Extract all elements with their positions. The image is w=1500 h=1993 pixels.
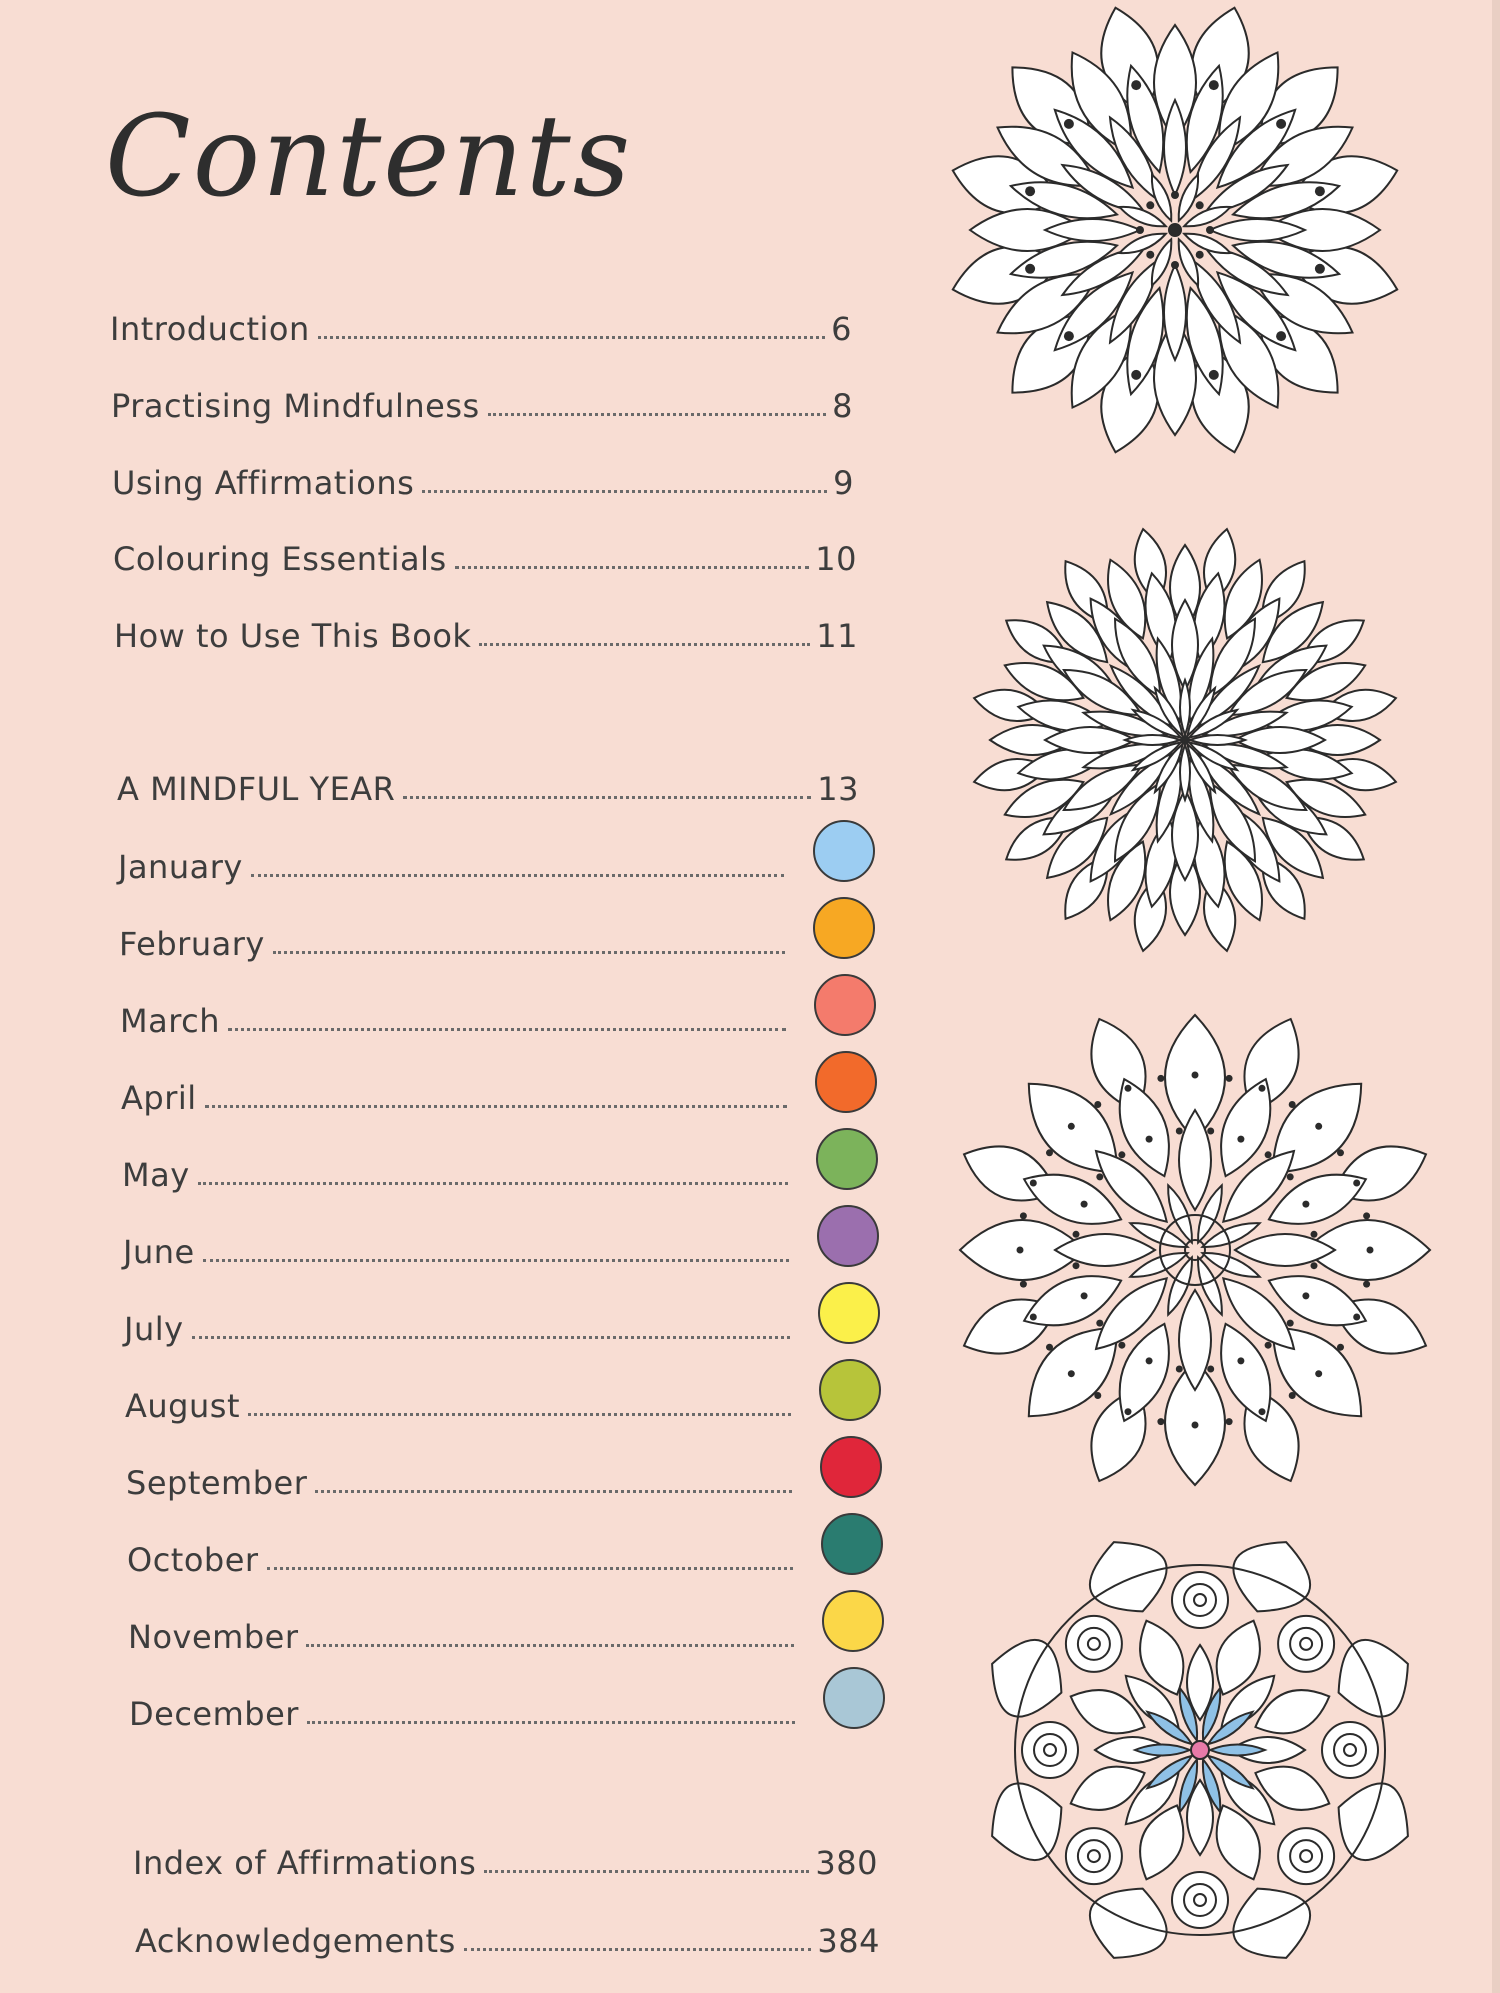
toc-page-number: 6: [831, 310, 852, 348]
toc-label: Colouring Essentials: [113, 540, 447, 578]
dot-leader: [248, 1412, 791, 1416]
page-edge: [1492, 0, 1500, 1993]
toc-entry-month[interactable]: [125, 1375, 797, 1425]
dot-leader: [198, 1181, 788, 1185]
dot-leader: [488, 412, 826, 416]
month-label: November: [128, 1618, 299, 1656]
month-color-swatch: [815, 1051, 877, 1113]
month-label: May: [122, 1156, 190, 1194]
dot-leader: [307, 1720, 795, 1724]
mandala-illustration-2: [965, 520, 1405, 960]
month-color-swatch: [819, 1359, 881, 1421]
toc-entry[interactable]: [114, 605, 858, 655]
toc-entry-month[interactable]: [129, 1683, 801, 1733]
dot-leader: [228, 1027, 786, 1031]
month-color-swatch: [816, 1128, 878, 1190]
month-label: February: [119, 925, 265, 963]
month-color-swatch: [821, 1513, 883, 1575]
dot-leader: [205, 1104, 787, 1108]
month-color-swatch: [813, 820, 875, 882]
dot-leader: [403, 795, 811, 799]
toc-entry-month[interactable]: [124, 1298, 796, 1348]
toc-page-number: 9: [833, 464, 854, 502]
dot-leader: [273, 950, 785, 954]
month-label: August: [125, 1387, 240, 1425]
month-color-swatch: [823, 1667, 885, 1729]
dot-leader: [422, 489, 827, 493]
month-label: June: [123, 1233, 195, 1271]
month-label: March: [120, 1002, 221, 1040]
toc-label: Acknowledgements: [135, 1922, 456, 1960]
month-color-swatch: [813, 897, 875, 959]
toc-entry[interactable]: [135, 1910, 880, 1960]
month-color-swatch: [822, 1590, 884, 1652]
month-label: December: [129, 1695, 299, 1733]
toc-entry[interactable]: [110, 298, 852, 348]
toc-entry[interactable]: [133, 1832, 878, 1882]
month-color-swatch: [817, 1205, 879, 1267]
page-title: Contents: [105, 92, 633, 222]
toc-label: Index of Affirmations: [133, 1844, 477, 1882]
toc-label: Practising Mindfulness: [111, 387, 480, 425]
dot-leader: [315, 1489, 792, 1493]
toc-entry-month[interactable]: [121, 1067, 793, 1117]
toc-page-number: 11: [816, 617, 858, 655]
dot-leader: [455, 565, 810, 569]
toc-label: How to Use This Book: [114, 617, 472, 655]
dot-leader: [267, 1566, 793, 1570]
dot-leader: [318, 335, 825, 339]
month-color-swatch: [818, 1282, 880, 1344]
mandala-illustration-4: [980, 1520, 1420, 1980]
toc-page-number: 13: [817, 770, 859, 808]
toc-entry-month[interactable]: [128, 1606, 800, 1656]
toc-entry[interactable]: [113, 528, 857, 578]
dot-leader: [306, 1643, 794, 1647]
dot-leader: [479, 642, 810, 646]
month-color-swatch: [820, 1436, 882, 1498]
mandala-illustration-3: [940, 1010, 1450, 1490]
toc-entry[interactable]: [112, 452, 854, 502]
dot-leader: [251, 873, 784, 877]
dot-leader: [464, 1947, 812, 1951]
toc-entry-month[interactable]: [127, 1529, 799, 1579]
toc-entry-month[interactable]: [120, 990, 792, 1040]
toc-entry-month[interactable]: [122, 1144, 794, 1194]
toc-page-number: 384: [817, 1922, 880, 1960]
toc-entry[interactable]: [111, 375, 853, 425]
toc-page-number: 380: [815, 1844, 878, 1882]
dot-leader: [484, 1869, 809, 1873]
toc-entry-month[interactable]: [118, 836, 790, 886]
toc-page-number: 10: [815, 540, 857, 578]
toc-entry-month[interactable]: [119, 913, 791, 963]
toc-label: Using Affirmations: [112, 464, 415, 502]
toc-entry-month[interactable]: [126, 1452, 798, 1502]
toc-page-number: 8: [832, 387, 853, 425]
toc-label: A MINDFUL YEAR: [117, 770, 396, 808]
dot-leader: [192, 1335, 790, 1339]
month-label: July: [124, 1310, 184, 1348]
month-label: April: [121, 1079, 197, 1117]
dot-leader: [203, 1258, 789, 1262]
month-label: October: [127, 1541, 259, 1579]
toc-entry-section[interactable]: [117, 758, 859, 808]
toc-entry-month[interactable]: [123, 1221, 795, 1271]
mandala-illustration-1: [935, 0, 1415, 460]
month-color-swatch: [814, 974, 876, 1036]
toc-label: Introduction: [110, 310, 310, 348]
month-label: September: [126, 1464, 308, 1502]
month-label: January: [118, 848, 243, 886]
